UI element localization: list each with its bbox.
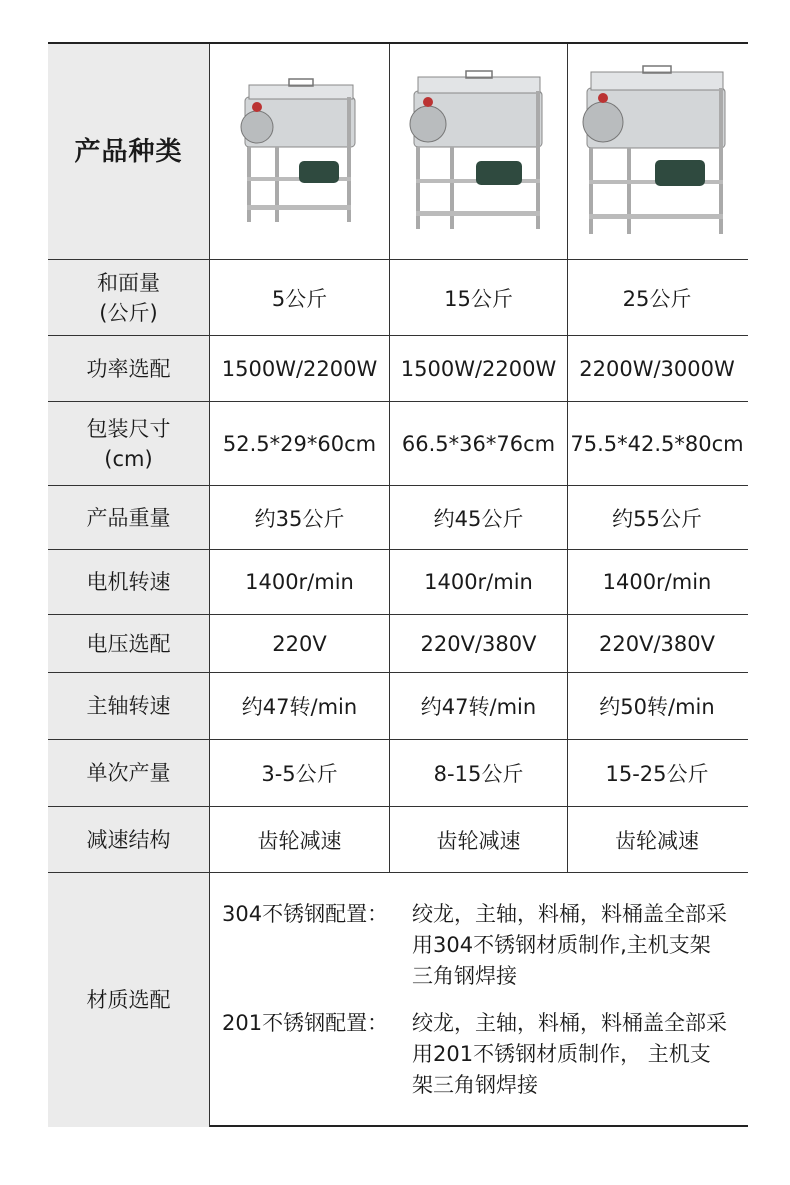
material-option-201 (222, 1008, 742, 1101)
table-cell: 1400r/min (602, 570, 712, 594)
spec-row-motor-speed (48, 550, 748, 615)
spec-table (48, 42, 748, 1127)
material-options (210, 873, 748, 1127)
material-option-304 (222, 899, 742, 992)
spec-row-power (48, 336, 748, 402)
table-cell: 约50转/min (599, 695, 715, 719)
spec-row-package-size (48, 402, 748, 486)
table-cell: 5公斤 (210, 260, 390, 335)
product-type-label: 产品种类 (48, 44, 210, 259)
table-cell: 220V/380V (390, 615, 568, 672)
row-label: 单次产量 (48, 740, 210, 806)
spec-row-material (48, 873, 748, 1127)
spec-row-reduction (48, 807, 748, 873)
table-cell: 66.5*36*76cm (390, 402, 568, 485)
row-label: 包装尺寸 (cm) (48, 402, 210, 485)
row-label: 主轴转速 (48, 673, 210, 739)
material-option-desc: 绞龙，主轴，料桶，料桶盖全部采 用304不锈钢材质制作,主机支架 三角钢焊接 (412, 902, 727, 988)
table-cell: 约55公斤 (612, 506, 702, 531)
table-cell: 1500W/2200W (390, 336, 568, 401)
row-label: 电压选配 (48, 615, 210, 672)
dough-mixer-large-icon (577, 64, 737, 239)
table-cell: 2200W/3000W (579, 356, 735, 381)
material-option-desc: 绞龙，主轴，料桶，料桶盖全部采 用201不锈钢材质制作， 主机支 架三角钢焊接 (412, 1011, 727, 1097)
table-cell: 15公斤 (390, 260, 568, 335)
product-type-row (48, 44, 748, 260)
table-cell: 齿轮减速 (390, 807, 568, 872)
row-label: 功率选配 (48, 336, 210, 401)
table-cell: 约45公斤 (390, 486, 568, 549)
dough-mixer-medium-icon (404, 69, 554, 234)
product-image-medium (390, 44, 568, 259)
row-label: 减速结构 (48, 807, 210, 872)
table-cell: 220V (210, 615, 390, 672)
material-option-name: 304不锈钢配置： (222, 902, 389, 926)
table-cell: 52.5*29*60cm (210, 402, 390, 485)
table-cell: 15-25公斤 (605, 762, 709, 786)
spec-row-batch-output (48, 740, 748, 807)
table-cell: 220V/380V (599, 631, 715, 656)
table-cell: 1400r/min (390, 550, 568, 614)
row-label: 电机转速 (48, 550, 210, 614)
table-cell: 约47转/min (210, 673, 390, 739)
spec-row-weight (48, 486, 748, 550)
table-cell: 齿轮减速 (615, 828, 699, 853)
table-cell: 8-15公斤 (390, 740, 568, 806)
table-cell: 1500W/2200W (210, 336, 390, 401)
material-option-name: 201不锈钢配置： (222, 1011, 389, 1035)
spec-row-voltage (48, 615, 748, 673)
table-cell: 25公斤 (622, 286, 692, 311)
table-cell: 约35公斤 (210, 486, 390, 549)
row-label: 产品重量 (48, 486, 210, 549)
product-image-large (568, 44, 746, 259)
row-label: 材质选配 (48, 873, 210, 1127)
dough-mixer-small-icon (235, 77, 365, 227)
product-image-small (210, 44, 390, 259)
spec-row-spindle-speed (48, 673, 748, 740)
table-cell: 75.5*42.5*80cm (570, 431, 744, 456)
spec-row-capacity (48, 260, 748, 336)
table-cell: 3-5公斤 (210, 740, 390, 806)
table-cell: 齿轮减速 (210, 807, 390, 872)
table-cell: 1400r/min (210, 550, 390, 614)
table-cell: 约47转/min (390, 673, 568, 739)
row-label: 和面量 (公斤) (48, 260, 210, 335)
